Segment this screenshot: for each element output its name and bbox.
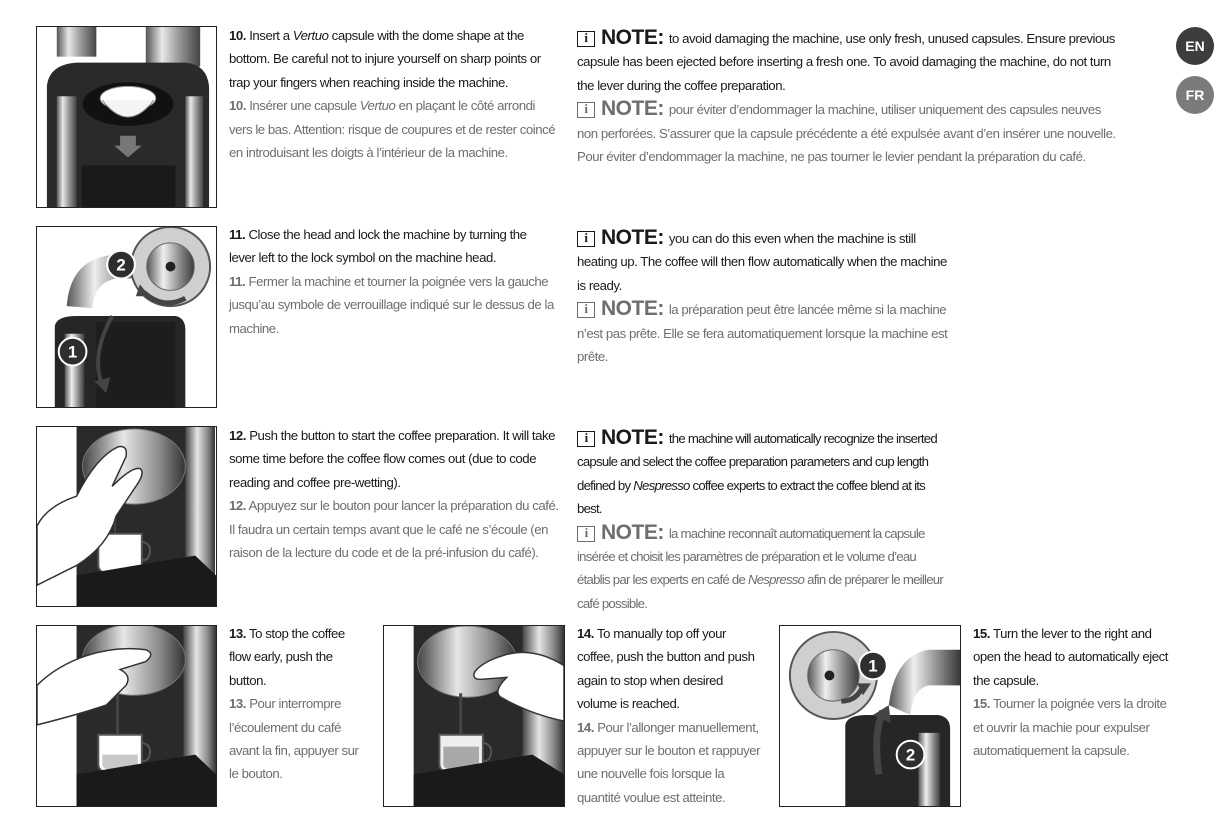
step-14-text: 14. To manually top off your coffee, push the button and push again to stop when desired volume is reached. 14. Pour l’allonger manuellement, appuyer sur le bouton et rappuyer une nouvelle fois lorsque la quantité voulue est atteinte. [577,626,761,805]
svg-text:2: 2 [905,745,916,765]
svg-text:1: 1 [67,342,78,362]
svg-text:2: 2 [116,255,126,275]
info-icon: i [577,102,595,118]
step-12-text: 12. Push the button to start the coffee preparation. It will take some time before the coffee flow comes out (due to code reading and coffee pre-wetting). 12. Appuyez sur le bouton pour lancer la préparation du café. Il faudra un certain temps avant que le café ne s’écoule (en raison de la lecture du code et de la pré-infusion du café). [229,428,559,561]
info-icon: i [577,526,595,542]
step-10-illustration [36,26,217,208]
step-15-text: 15. Turn the lever to the right and open the head to automatically eject the capsule. 15. Tourner la poignée vers la droite et ouvrir la machie pour expulser automatiquement la capsule. [973,626,1168,759]
step-13-illustration [36,625,217,807]
step-13-text: 13. To stop the coffee flow early, push the button. 13. Pour interrompre l’écoulement du café avant la fin, appuyer sur le bouton. [229,626,359,782]
step-12-illustration [36,426,217,607]
note-12: i NOTE: the machine will automatically recognize the inserted capsule and select the coffee preparation parameters and cup length defined by Nespresso coffee experts to extract the coffee blend at its best. i NOTE: la machine reconnaît automatiquement la capsule insérée et choisit les paramètres de préparation et le volume d’eau établis par les experts en café de Nespresso afin de préparer le meilleur café possible. [577,426,944,611]
info-icon: i [577,31,595,47]
step-11-text: 11. Close the head and lock the machine by turning the lever left to the lock symbol on the machine head. 11. Fermer la machine et tourner la poignée vers la gauche jusqu’au symbole de verrouillage indiqué sur le dessus de la machine. [229,227,554,336]
note-10: i NOTE: to avoid damaging the machine, use only fresh, unused capsules. Ensure previous capsule has been ejected before inserting a fresh one. To avoid damaging the machine, do not turn the lever during the coffee preparation. i NOTE: pour éviter d’endommager la machine, utiliser uniquement des capsules neuves non perforées. S’assurer que la capsule précédente a été expulsée avant d’en insérer une nouvelle. Pour éviter d’endommager la machine, ne pas tourner le levier pendant la préparation du café. [577,26,1116,165]
info-icon: i [577,431,595,447]
step-14-illustration [383,625,565,807]
svg-text:1: 1 [868,656,878,676]
note-11: i NOTE: you can do this even when the machine is still heating up. The coffee will then flow automatically when the machine is ready. i NOTE: la préparation peut être lancée même si la machine n’est pas prête. Elle se fera automatiquement lorsque la machine est prête. [577,226,948,365]
lang-tab-fr[interactable]: FR [1176,76,1214,114]
step-15-illustration [779,625,961,807]
step-10-text: 10. Insert a Vertuo capsule with the dome shape at the bottom. Be careful not to injure yourself on sharp points or trap your fingers when reaching inside the machine. 10. Insérer une capsule Vertuo en plaçant le côté arrondi vers le bas. Attention: risque de coupures et de rester coincé en introduisant les doigts à l’intérieur de la machine. [229,28,556,161]
lang-tab-en[interactable]: EN [1176,27,1214,65]
step-11-illustration [36,226,217,408]
info-icon: i [577,302,595,318]
info-icon: i [577,231,595,247]
